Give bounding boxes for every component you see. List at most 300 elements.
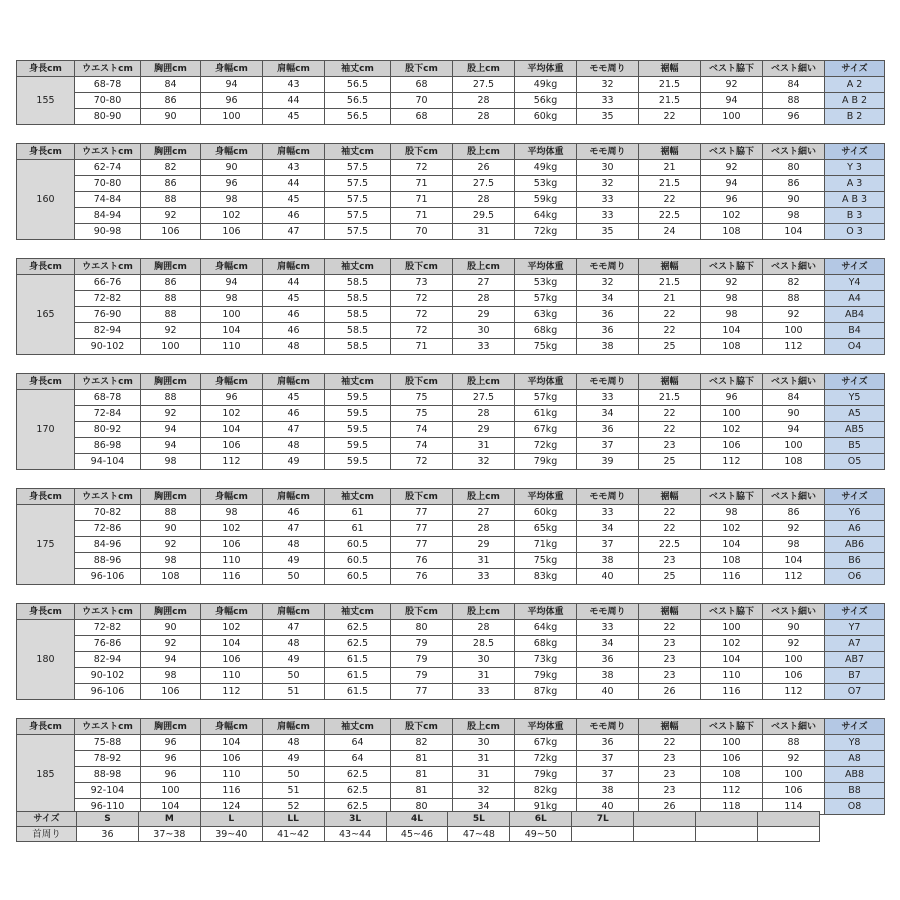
measure-cell: 73	[391, 275, 453, 291]
size-code-cell: Y8	[825, 735, 885, 751]
measure-cell: 81	[391, 751, 453, 767]
measure-cell: 102	[201, 208, 263, 224]
column-header: 胸囲cm	[141, 719, 201, 735]
measure-cell: 73kg	[515, 652, 577, 668]
measure-cell: 98	[201, 192, 263, 208]
measure-cell: 57.5	[325, 208, 391, 224]
measure-cell: 28	[453, 521, 515, 537]
measure-cell: 77	[391, 521, 453, 537]
measure-cell: 67kg	[515, 735, 577, 751]
column-header: ベスト細い	[763, 374, 825, 390]
table-row	[17, 224, 885, 240]
measure-cell: 43	[263, 160, 325, 176]
measure-cell: 102	[201, 620, 263, 636]
measure-cell: 110	[201, 339, 263, 355]
measure-cell: 81	[391, 783, 453, 799]
measure-cell: 92	[141, 406, 201, 422]
measure-cell: 37	[577, 767, 639, 783]
measure-cell: 58.5	[325, 291, 391, 307]
column-header: ベスト細い	[763, 144, 825, 160]
header-row	[17, 144, 885, 160]
measure-cell: 27	[453, 505, 515, 521]
measure-cell: 36	[577, 422, 639, 438]
measure-cell: 102	[701, 422, 763, 438]
column-header: 股下cm	[391, 604, 453, 620]
measure-cell: 102	[701, 521, 763, 537]
table-row	[17, 767, 885, 783]
size-chart	[16, 60, 885, 815]
size-code-cell: B 3	[825, 208, 885, 224]
measure-cell: 88	[141, 307, 201, 323]
column-header: モモ周り	[577, 719, 639, 735]
size-code-cell: B6	[825, 553, 885, 569]
measure-cell: 96	[701, 192, 763, 208]
measure-cell: 108	[701, 767, 763, 783]
column-header: 裾幅	[639, 61, 701, 77]
measure-cell: 64	[325, 751, 391, 767]
column-header: 肩幅cm	[263, 719, 325, 735]
measure-cell: 100	[201, 307, 263, 323]
size-code-cell: O7	[825, 684, 885, 700]
measure-cell: 84-96	[75, 537, 141, 553]
column-header: 裾幅	[639, 719, 701, 735]
measure-cell: 100	[201, 109, 263, 125]
table-row	[17, 783, 885, 799]
header-row	[17, 489, 885, 505]
neck-size-value-row	[17, 827, 820, 842]
measure-cell: 48	[263, 636, 325, 652]
measure-cell: 36	[577, 323, 639, 339]
measure-cell: 86-98	[75, 438, 141, 454]
size-code-cell: AB4	[825, 307, 885, 323]
header-row	[17, 374, 885, 390]
measure-cell: 21	[639, 291, 701, 307]
measure-cell: 80	[391, 620, 453, 636]
measure-cell: 90	[763, 406, 825, 422]
measure-cell: 104	[701, 537, 763, 553]
column-header: 身長cm	[17, 259, 75, 275]
measure-cell: 68	[391, 77, 453, 93]
measure-cell: 50	[263, 569, 325, 585]
column-header: 胸囲cm	[141, 144, 201, 160]
measure-cell: 32	[577, 77, 639, 93]
neck-size-7l: 7L	[572, 812, 634, 827]
size-code-cell: O8	[825, 799, 885, 815]
measure-cell: 100	[141, 783, 201, 799]
measure-cell: 53kg	[515, 176, 577, 192]
neck-size-header-label: サイズ	[17, 812, 77, 827]
measure-cell: 106	[201, 652, 263, 668]
measure-cell: 104	[701, 652, 763, 668]
measure-cell: 21.5	[639, 176, 701, 192]
measure-cell: 94	[201, 275, 263, 291]
measure-cell: 22	[639, 307, 701, 323]
measure-cell: 92	[701, 77, 763, 93]
measure-cell: 38	[577, 668, 639, 684]
column-header: 平均体重	[515, 259, 577, 275]
measure-cell: 32	[453, 454, 515, 470]
height-cell: 170	[17, 390, 75, 470]
measure-cell: 94	[141, 438, 201, 454]
measure-cell: 28	[453, 406, 515, 422]
measure-cell: 104	[763, 224, 825, 240]
measure-cell: 96	[763, 109, 825, 125]
measure-cell: 28.5	[453, 636, 515, 652]
column-header: サイズ	[825, 144, 885, 160]
size-code-cell: Y5	[825, 390, 885, 406]
size-code-cell: B7	[825, 668, 885, 684]
measure-cell: 70-80	[75, 93, 141, 109]
measure-cell: 72kg	[515, 751, 577, 767]
measure-cell: 108	[763, 454, 825, 470]
measure-cell: 57kg	[515, 390, 577, 406]
column-header: 平均体重	[515, 489, 577, 505]
column-header: ベスト脇下	[701, 719, 763, 735]
measure-cell: 81	[391, 767, 453, 783]
column-header: 袖丈cm	[325, 259, 391, 275]
measure-cell: 112	[763, 569, 825, 585]
measure-cell: 35	[577, 224, 639, 240]
measure-cell: 104	[701, 323, 763, 339]
header-row	[17, 259, 885, 275]
measure-cell: 96	[141, 751, 201, 767]
column-header: モモ周り	[577, 604, 639, 620]
measure-cell: 25	[639, 339, 701, 355]
measure-cell: 56.5	[325, 77, 391, 93]
measure-cell: 40	[577, 684, 639, 700]
size-code-cell: Y 3	[825, 160, 885, 176]
measure-cell: 26	[453, 160, 515, 176]
table-row	[17, 521, 885, 537]
measure-cell: 76	[391, 569, 453, 585]
measure-cell: 34	[453, 799, 515, 815]
size-table-160	[16, 143, 885, 240]
measure-cell: 100	[701, 109, 763, 125]
column-header: 胸囲cm	[141, 259, 201, 275]
column-header: 身長cm	[17, 719, 75, 735]
column-header: 裾幅	[639, 604, 701, 620]
measure-cell: 57.5	[325, 224, 391, 240]
measure-cell: 22.5	[639, 537, 701, 553]
column-header: 身幅cm	[201, 259, 263, 275]
measure-cell: 80-92	[75, 422, 141, 438]
table-row	[17, 422, 885, 438]
column-header: 袖丈cm	[325, 374, 391, 390]
measure-cell: 108	[701, 339, 763, 355]
measure-cell: 32	[577, 176, 639, 192]
measure-cell: 96	[141, 735, 201, 751]
measure-cell: 21.5	[639, 93, 701, 109]
measure-cell: 34	[577, 521, 639, 537]
measure-cell: 32	[453, 783, 515, 799]
measure-cell: 92	[763, 636, 825, 652]
size-code-cell: AB5	[825, 422, 885, 438]
measure-cell: 77	[391, 537, 453, 553]
neck-size-empty	[696, 812, 758, 827]
column-header: 身長cm	[17, 374, 75, 390]
measure-cell: 116	[201, 783, 263, 799]
measure-cell: 88-98	[75, 767, 141, 783]
column-header: ベスト脇下	[701, 489, 763, 505]
measure-cell: 33	[577, 620, 639, 636]
measure-cell: 84	[141, 77, 201, 93]
measure-cell: 82-94	[75, 323, 141, 339]
column-header: ウエストcm	[75, 719, 141, 735]
measure-cell: 68kg	[515, 323, 577, 339]
measure-cell: 23	[639, 636, 701, 652]
table-row	[17, 438, 885, 454]
column-header: サイズ	[825, 61, 885, 77]
measure-cell: 33	[453, 569, 515, 585]
measure-cell: 50	[263, 668, 325, 684]
measure-cell: 22	[639, 521, 701, 537]
column-header: ベスト脇下	[701, 604, 763, 620]
measure-cell: 98	[141, 553, 201, 569]
neck-value-empty	[696, 827, 758, 842]
neck-size-4l: 4L	[386, 812, 448, 827]
measure-cell: 38	[577, 783, 639, 799]
measure-cell: 40	[577, 799, 639, 815]
measure-cell: 49	[263, 454, 325, 470]
measure-cell: 92	[701, 160, 763, 176]
measure-cell: 98	[141, 454, 201, 470]
neck-size-5l: 5L	[448, 812, 510, 827]
column-header: ベスト細い	[763, 719, 825, 735]
size-table-180	[16, 603, 885, 700]
measure-cell: 31	[453, 438, 515, 454]
measure-cell: 23	[639, 751, 701, 767]
measure-cell: 72	[391, 323, 453, 339]
measure-cell: 92	[141, 636, 201, 652]
measure-cell: 48	[263, 537, 325, 553]
measure-cell: 80	[391, 799, 453, 815]
measure-cell: 62-74	[75, 160, 141, 176]
measure-cell: 33	[453, 684, 515, 700]
table-row	[17, 684, 885, 700]
measure-cell: 71	[391, 176, 453, 192]
measure-cell: 45	[263, 109, 325, 125]
column-header: 身幅cm	[201, 61, 263, 77]
column-header: 肩幅cm	[263, 259, 325, 275]
measure-cell: 47	[263, 620, 325, 636]
neck-value: 47~48	[448, 827, 510, 842]
measure-cell: 27	[453, 275, 515, 291]
column-header: 股上cm	[453, 374, 515, 390]
column-header: ベスト脇下	[701, 144, 763, 160]
column-header: 平均体重	[515, 374, 577, 390]
measure-cell: 118	[701, 799, 763, 815]
measure-cell: 59.5	[325, 390, 391, 406]
measure-cell: 100	[701, 620, 763, 636]
neck-value	[572, 827, 634, 842]
measure-cell: 86	[763, 176, 825, 192]
table-row	[17, 406, 885, 422]
column-header: 袖丈cm	[325, 489, 391, 505]
measure-cell: 49	[263, 652, 325, 668]
measure-cell: 88	[141, 505, 201, 521]
measure-cell: 94	[201, 77, 263, 93]
measure-cell: 112	[701, 783, 763, 799]
column-header: ベスト脇下	[701, 61, 763, 77]
measure-cell: 33	[453, 339, 515, 355]
size-table-170	[16, 373, 885, 470]
column-header: 身長cm	[17, 144, 75, 160]
measure-cell: 72	[391, 160, 453, 176]
column-header: 袖丈cm	[325, 144, 391, 160]
size-code-cell: A B 3	[825, 192, 885, 208]
neck-size-empty	[757, 812, 819, 827]
measure-cell: 59.5	[325, 422, 391, 438]
header-row	[17, 604, 885, 620]
column-header: 裾幅	[639, 374, 701, 390]
measure-cell: 52	[263, 799, 325, 815]
measure-cell: 96	[201, 390, 263, 406]
column-header: 身幅cm	[201, 604, 263, 620]
column-header: 身長cm	[17, 489, 75, 505]
table-row	[17, 77, 885, 93]
measure-cell: 44	[263, 176, 325, 192]
measure-cell: 22	[639, 422, 701, 438]
size-code-cell: B 2	[825, 109, 885, 125]
measure-cell: 49kg	[515, 77, 577, 93]
measure-cell: 62.5	[325, 636, 391, 652]
table-row	[17, 569, 885, 585]
size-code-cell: A7	[825, 636, 885, 652]
neck-value: 37~38	[138, 827, 200, 842]
column-header: ベスト細い	[763, 489, 825, 505]
measure-cell: 110	[201, 767, 263, 783]
column-header: ベスト脇下	[701, 374, 763, 390]
column-header: 胸囲cm	[141, 61, 201, 77]
measure-cell: 72-84	[75, 406, 141, 422]
measure-cell: 94	[141, 422, 201, 438]
measure-cell: 84	[763, 77, 825, 93]
measure-cell: 47	[263, 422, 325, 438]
column-header: ウエストcm	[75, 489, 141, 505]
measure-cell: 57.5	[325, 192, 391, 208]
measure-cell: 23	[639, 438, 701, 454]
measure-cell: 48	[263, 438, 325, 454]
size-code-cell: AB6	[825, 537, 885, 553]
measure-cell: 116	[201, 569, 263, 585]
column-header: 平均体重	[515, 604, 577, 620]
neck-value-empty	[757, 827, 819, 842]
measure-cell: 116	[701, 569, 763, 585]
measure-cell: 116	[701, 684, 763, 700]
measure-cell: 27.5	[453, 77, 515, 93]
measure-cell: 68kg	[515, 636, 577, 652]
measure-cell: 44	[263, 93, 325, 109]
height-cell: 175	[17, 505, 75, 585]
measure-cell: 98	[141, 668, 201, 684]
measure-cell: 24	[639, 224, 701, 240]
measure-cell: 65kg	[515, 521, 577, 537]
measure-cell: 34	[577, 636, 639, 652]
height-cell: 160	[17, 160, 75, 240]
measure-cell: 106	[763, 668, 825, 684]
measure-cell: 102	[201, 521, 263, 537]
header-row	[17, 61, 885, 77]
measure-cell: 64	[325, 735, 391, 751]
measure-cell: 68	[391, 109, 453, 125]
measure-cell: 100	[763, 438, 825, 454]
measure-cell: 58.5	[325, 307, 391, 323]
size-code-cell: Y6	[825, 505, 885, 521]
measure-cell: 90	[141, 620, 201, 636]
measure-cell: 100	[763, 323, 825, 339]
measure-cell: 82-94	[75, 652, 141, 668]
measure-cell: 58.5	[325, 323, 391, 339]
measure-cell: 21.5	[639, 390, 701, 406]
measure-cell: 27.5	[453, 176, 515, 192]
measure-cell: 106	[201, 751, 263, 767]
measure-cell: 70-82	[75, 505, 141, 521]
measure-cell: 61.5	[325, 668, 391, 684]
measure-cell: 33	[577, 390, 639, 406]
measure-cell: 72-82	[75, 291, 141, 307]
column-header: 股下cm	[391, 144, 453, 160]
column-header: モモ周り	[577, 489, 639, 505]
size-code-cell: A B 2	[825, 93, 885, 109]
measure-cell: 106	[701, 438, 763, 454]
measure-cell: 96	[201, 176, 263, 192]
measure-cell: 102	[701, 636, 763, 652]
column-header: 身幅cm	[201, 374, 263, 390]
measure-cell: 72kg	[515, 224, 577, 240]
size-code-cell: O 3	[825, 224, 885, 240]
measure-cell: 82	[141, 160, 201, 176]
measure-cell: 46	[263, 505, 325, 521]
column-header: 胸囲cm	[141, 374, 201, 390]
measure-cell: 63kg	[515, 307, 577, 323]
measure-cell: 112	[201, 454, 263, 470]
measure-cell: 33	[577, 208, 639, 224]
measure-cell: 60.5	[325, 553, 391, 569]
measure-cell: 31	[453, 553, 515, 569]
measure-cell: 49kg	[515, 160, 577, 176]
measure-cell: 112	[701, 454, 763, 470]
column-header: 股上cm	[453, 259, 515, 275]
column-header: 裾幅	[639, 259, 701, 275]
measure-cell: 57.5	[325, 160, 391, 176]
measure-cell: 22	[639, 109, 701, 125]
size-code-cell: AB7	[825, 652, 885, 668]
size-code-cell: Y4	[825, 275, 885, 291]
measure-cell: 94	[141, 652, 201, 668]
measure-cell: 61.5	[325, 684, 391, 700]
column-header: サイズ	[825, 489, 885, 505]
column-header: 肩幅cm	[263, 144, 325, 160]
neck-value: 36	[77, 827, 139, 842]
column-header: 肩幅cm	[263, 61, 325, 77]
height-cell: 185	[17, 735, 75, 815]
column-header: 身幅cm	[201, 719, 263, 735]
measure-cell: 96-106	[75, 569, 141, 585]
measure-cell: 100	[141, 339, 201, 355]
column-header: ウエストcm	[75, 604, 141, 620]
table-row	[17, 735, 885, 751]
neck-size-s: S	[77, 812, 139, 827]
column-header: 胸囲cm	[141, 604, 201, 620]
measure-cell: 98	[701, 505, 763, 521]
size-table-175	[16, 488, 885, 585]
measure-cell: 106	[141, 684, 201, 700]
column-header: 裾幅	[639, 489, 701, 505]
measure-cell: 84	[763, 390, 825, 406]
measure-cell: 38	[577, 553, 639, 569]
measure-cell: 46	[263, 208, 325, 224]
measure-cell: 98	[201, 505, 263, 521]
